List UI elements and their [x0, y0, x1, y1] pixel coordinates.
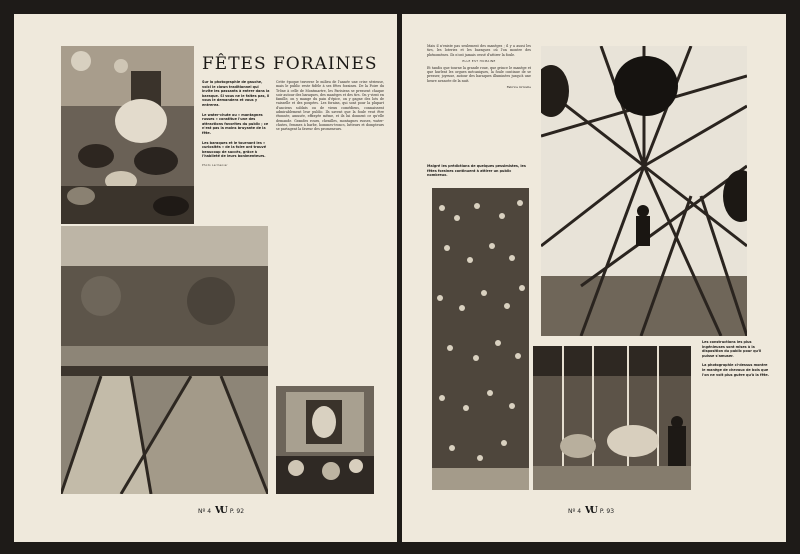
magazine-logo: VU — [585, 506, 596, 516]
crowd-caption-box — [427, 164, 527, 183]
caption-clown: Sur la photographie de gauche, voici le clown traditionnel qui invite les passants à entrer dans la baraque. Si vous ne le faites pas, il vous le demandera et vous y entrerez. — [202, 80, 270, 107]
photo-credit: Photo Lermenier — [202, 163, 228, 167]
right-captions-column — [702, 340, 770, 382]
photo-water-chute — [61, 226, 268, 494]
caption-constructions: Les constructions les plus ingénieuses sont mises à la disposition du public pour qu'il puisse s'amuser. — [702, 340, 762, 358]
caption-baraques: Les baraques et le tournant les « curiosités » de la foire ont trouvé beaucoup de succès, grâce à l'habileté de leurs bonimenteurs. — [202, 140, 267, 159]
body-text: Cette époque traverse le milieu de l'année une crise sérieuse, mais le public reste fidèle à ses fêtes foraines. De la Foire du Trône à celle de Montmartre, les Parisiens se pressent chaque soir autour des baraques, des manèges et des tirs. On y vient en famille, on y mange du pain d'épice, on y gagne des lots de vaisselle et des poupées. Les forains, qui sont pour la plupart d'anciens soldats ou de vieux comédiens, connaissent admirablement leur public. Ils savent que la foule veut être étonnée, amusée, effrayée même, et ils lui donnent ce qu'elle demande. Grandes roues, chenilles, montagnes russes, water-chutes, femmes à barbe, hommes-troncs, lutteurs et dompteurs se partagent la faveur des promeneurs. — [276, 80, 384, 132]
body-subhead: ELLE EST HUMAINE — [462, 58, 496, 63]
left-page — [14, 14, 397, 542]
caption-crowd: Malgré les prédictions de quelques pessimistes, les fêtes foraines continuent à attirer un public nombreux. — [427, 164, 526, 178]
caption-carousel: La photographie ci-dessus montre le manège de chevaux de bois que l'on ne voit plus guère qu'à la fête. — [702, 363, 769, 377]
body-text-column — [276, 80, 384, 380]
photo-baraque — [276, 386, 374, 494]
captions-column — [202, 80, 270, 167]
right-page — [402, 14, 786, 542]
issue-number: Nº 4 — [198, 507, 212, 515]
article-title: FÊTES FORAINES — [202, 54, 378, 74]
photo-ferris-wheel — [541, 46, 747, 336]
photo-crowd — [432, 188, 529, 490]
caption-water-chute: Le water-chute ou « montagnes russes » constitue l'une des attractions favorites du public ; ce n'est pas la moins bruyante de la fête. — [202, 112, 269, 135]
author-signature: Fabrice Grivelle — [506, 85, 531, 90]
photo-clown — [61, 46, 194, 224]
body-text-top: Mais il n'existe pas seulement des manèges ; il y a aussi les tirs, les loteries et les baraques où l'on montre des phénomènes. Ils n'ont jamais cessé d'attirer la foule. — [427, 44, 531, 57]
page-number: P. 93 — [599, 507, 615, 515]
magazine-logo: VU — [215, 506, 226, 516]
right-body-text — [427, 44, 531, 89]
body-text-mid: Et tandis que tourne la grande roue, que grince le manège et que hurlent les orgues mécaniques, la foule continue de se presser, joyeuse, autour des baraques illuminées jusqu'à une heure avancée de la nuit. — [427, 65, 531, 83]
page-number: P. 92 — [229, 507, 245, 515]
left-folio — [198, 506, 244, 516]
issue-number: Nº 4 — [568, 507, 582, 515]
right-folio — [568, 506, 614, 516]
photo-carousel — [533, 346, 691, 490]
